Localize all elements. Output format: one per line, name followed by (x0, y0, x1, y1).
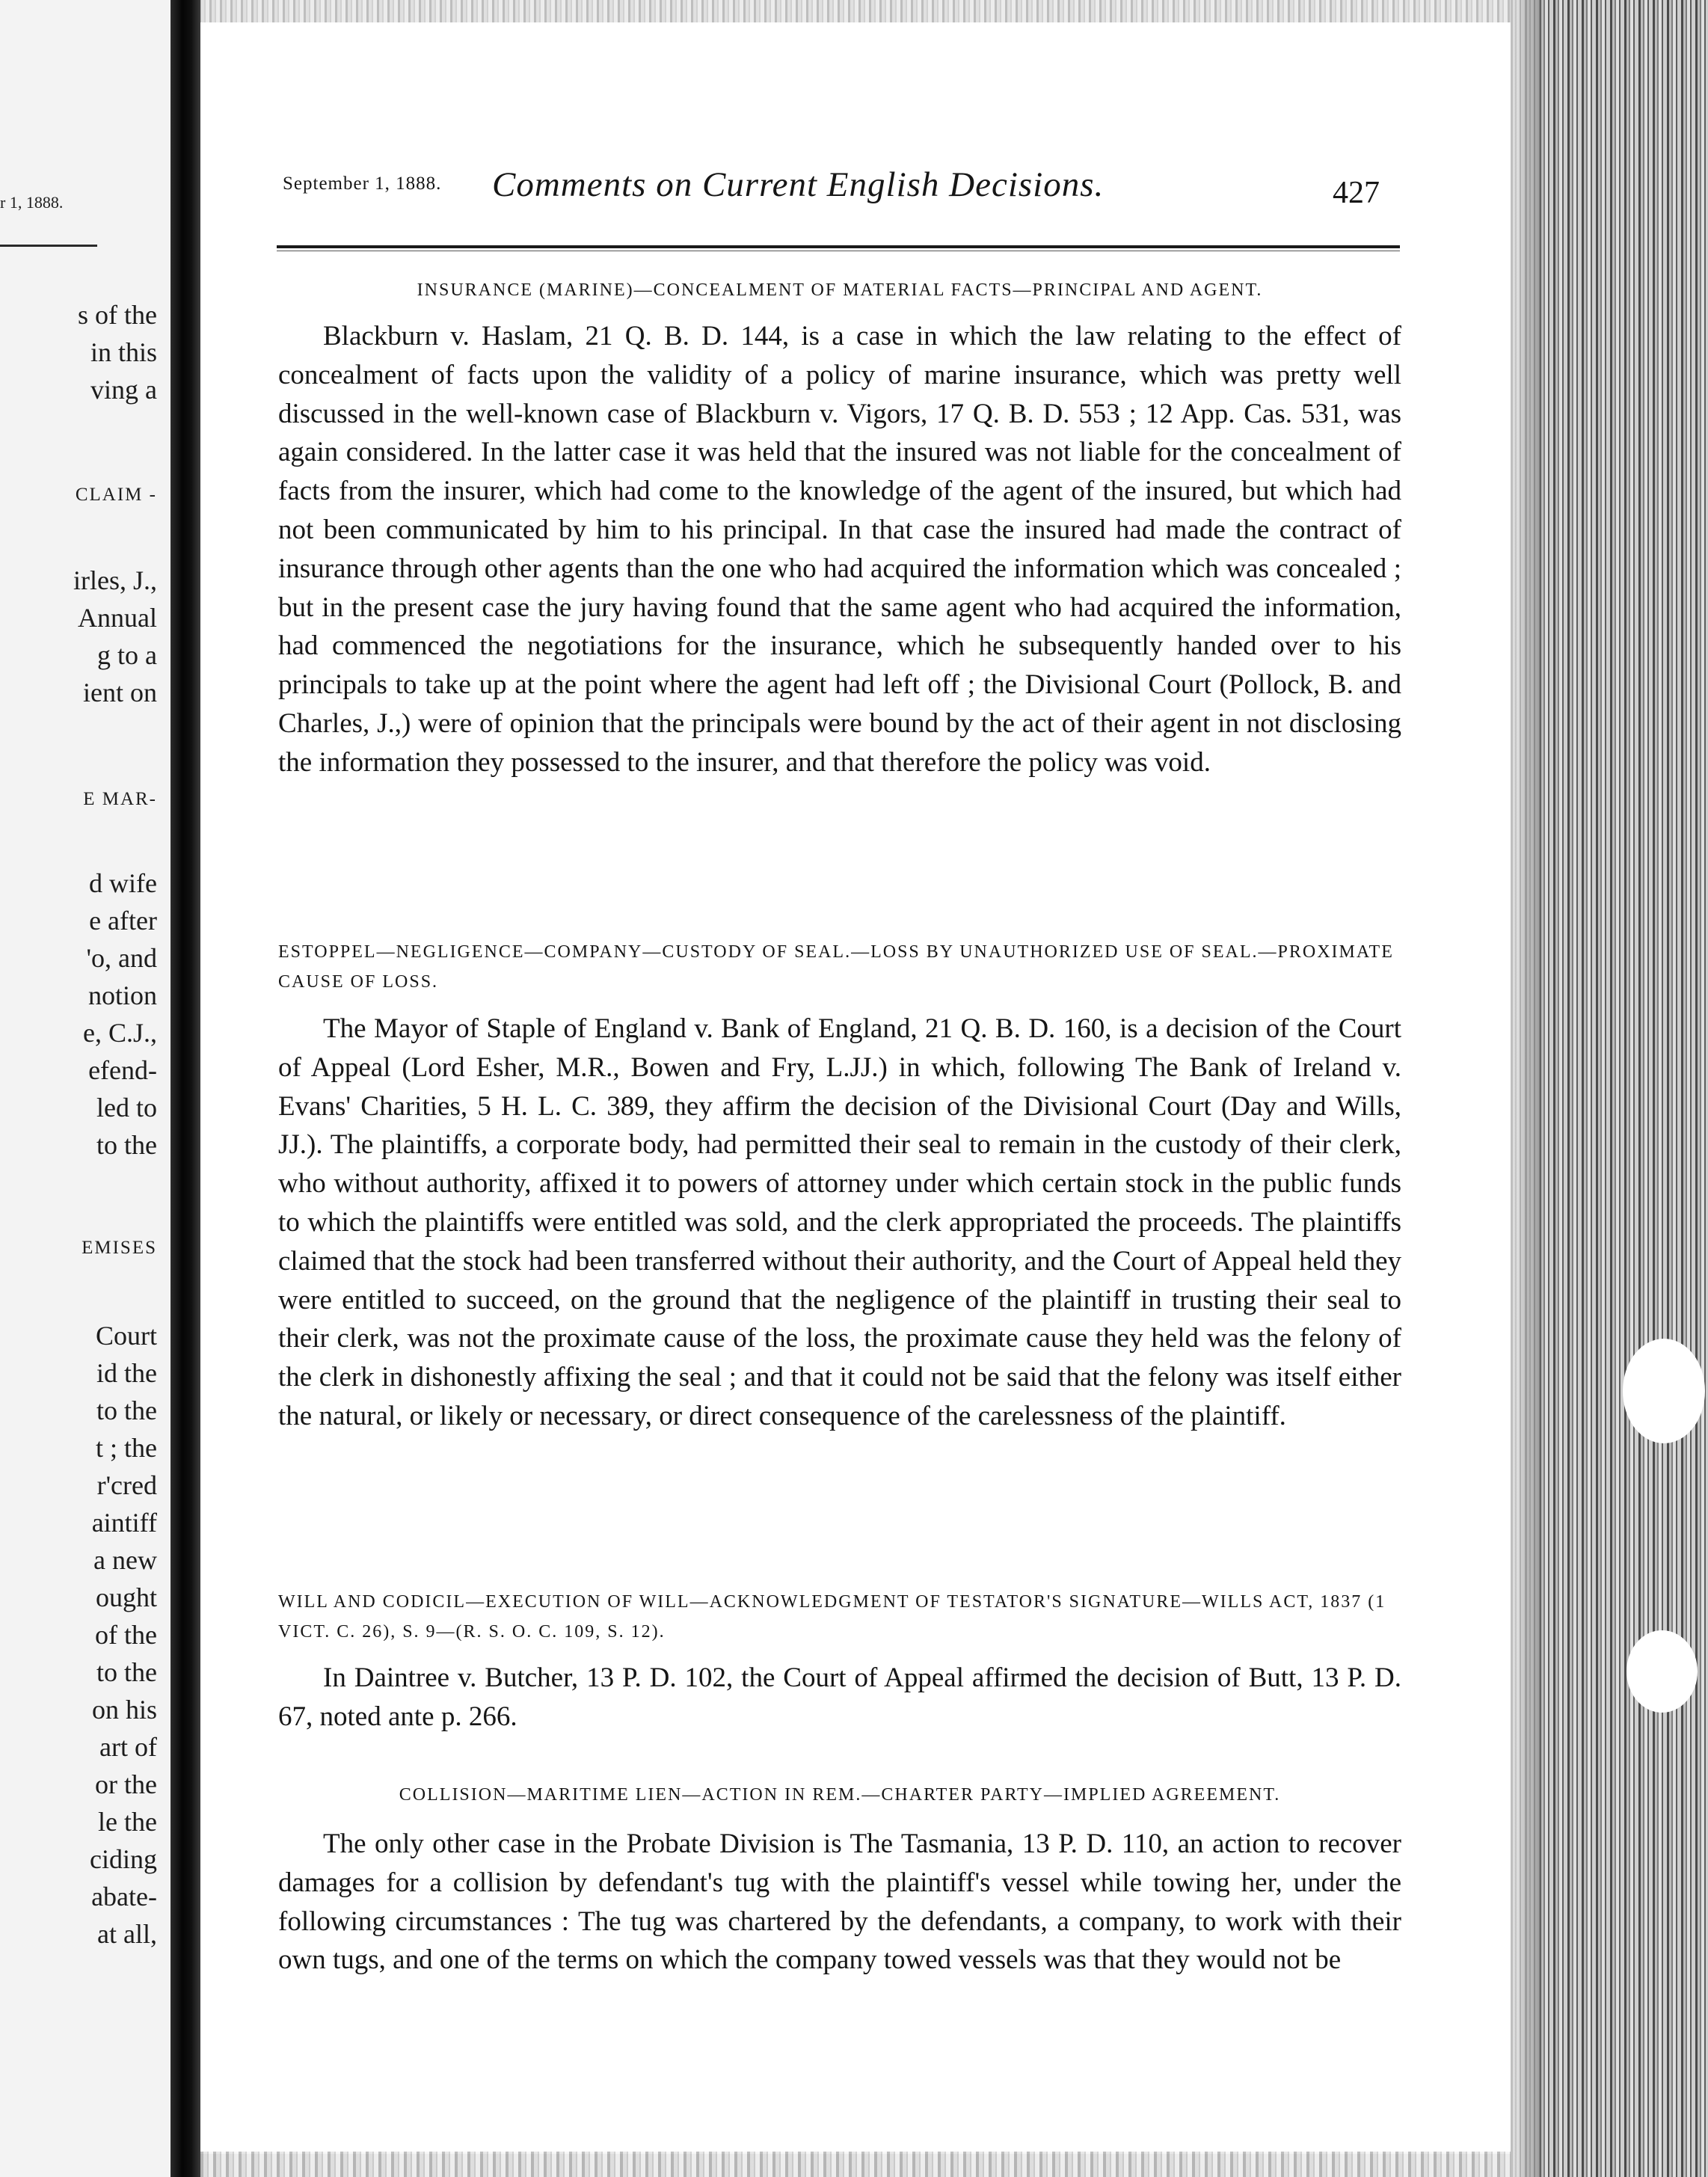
facing-page-line: to the (96, 1130, 157, 1160)
facing-page-line: id the (96, 1358, 157, 1388)
facing-page-line: of the (95, 1620, 157, 1650)
section-heading: ESTOPPEL—NEGLIGENCE—COMPANY—CUSTODY OF SEAL.—LOSS BY UNAUTHORIZED USE OF SEAL.—PROXIMATE CAUSE OF LOSS. (278, 942, 1394, 992)
facing-page-line: to the (96, 1657, 157, 1687)
section-paragraph: In Daintree v. Butcher, 13 P. D. 102, the Court of Appeal affirmed the decision of Butt, 13 P. D. 67, noted ante p. 266. (278, 1662, 1401, 1732)
facing-page-line: E MAR- (83, 789, 157, 809)
running-header-date: September 1, 1888. (283, 174, 442, 194)
facing-page-line: ient on (83, 678, 157, 707)
facing-page-line: s of the (78, 300, 157, 330)
facing-page-line: in this (90, 337, 157, 367)
facing-page-line: Annual (78, 603, 157, 633)
scan-hole (1626, 1630, 1698, 1713)
running-header-title: Comments on Current English Decisions. (492, 165, 1105, 204)
facing-page-line: or the (95, 1769, 157, 1799)
facing-page-fragment (0, 0, 171, 2177)
section-heading: COLLISION—MARITIME LIEN—ACTION IN REM.—CHARTER PARTY—IMPLIED AGREEMENT. (399, 1785, 1281, 1805)
facing-page-line: e, C.J., (83, 1018, 157, 1048)
facing-page-line: 'o, and (86, 943, 157, 973)
facing-page-header: r 1, 1888. (0, 193, 64, 212)
header-rule (277, 245, 1400, 248)
page-number: 427 (1333, 176, 1380, 210)
facing-page-line: t ; the (96, 1433, 157, 1463)
facing-page-line: d wife (89, 868, 157, 898)
section-paragraph: The Mayor of Staple of England v. Bank of England, 21 Q. B. D. 160, is a decision of the Court of Appeal (Lord Esher, M.R., Bowen and Fry, L.JJ.) in which, following The Bank of Ireland v. Evans' Charities, 5 H. L. C. 389, they affirm the decision of the Divisional Court (Day and Wills, JJ.). The plaintiffs, a corporate body, had permitted their seal to remain in the custody of their clerk, who without authority, affixed it to powers of attorney under which certain stock in the public funds to which the plaintiffs were entitled was sold, and the clerk appropriated the proceeds. The plaintiffs claimed that the stock had been transferred without their authority, and the Court of Appeal held they were entitled to succeed, on the ground that the negligence of the plaintiff in trusting their seal to their clerk, was not the proximate cause of the loss, the proximate cause they held was the felony of the clerk in dishonestly affixing the seal ; and that it could not be said that the felony was itself either the natural, or likely or necessary, or direct consequence of the carelessness of the plaintiff. (278, 1013, 1401, 1431)
scan-bottom-edge (200, 2152, 1511, 2177)
scan-top-edge (0, 0, 1708, 24)
facing-page-line: e after (89, 906, 157, 936)
facing-page-line: r'cred (96, 1470, 157, 1500)
facing-page-line: to the (96, 1395, 157, 1425)
section-paragraph: The only other case in the Probate Division is The Tasmania, 13 P. D. 110, an action to recover damages for a collision by defendant's tug with the plaintiff's vessel while towing her, under the following circumstances : The tug was chartered by the defendants, a company, to work with their own tugs, and one of the terms on which the company towed vessels was that they would not be (278, 1829, 1401, 1976)
facing-page-line: CLAIM - (75, 485, 157, 505)
facing-page-line: EMISES (82, 1238, 157, 1258)
section-paragraph: Blackburn v. Haslam, 21 Q. B. D. 144, is a case in which the law relating to the effect of concealment of facts upon the validity of a policy of marine insurance, which was pretty well discussed in the well-known case of Blackburn v. Vigors, 17 Q. B. D. 553 ; 12 App. Cas. 531, was again considered. In the latter case it was held that the insured was not liable for the concealment of facts from the insurer, which had come to the knowledge of the agent of the insured, but which had not been communicated by him to his principal. In that case the insured had made the contract of insurance through other agents than the one who had acquired the information which was concealed ; but in the present case the jury having found that the same agent who had acquired the information, had commenced the negotiations for the insurance, which he subsequently handed over to his principals to take up at the point where the agent had left off ; the Divisional Court (Pollock, B. and Charles, J.,) were of opinion that the principals were bound by the act of their agent in not disclosing the information they possessed to the insurer, and that therefore the policy was void. (278, 321, 1401, 778)
facing-page-line: notion (87, 980, 157, 1010)
facing-page-line: Court (95, 1321, 157, 1351)
facing-page-line: ought (95, 1582, 157, 1612)
facing-page-line: abate- (91, 1882, 157, 1912)
facing-page-line: efend- (88, 1055, 157, 1085)
section-heading: INSURANCE (MARINE)—CONCEALMENT OF MATERIAL FACTS—PRINCIPAL AND AGENT. (417, 280, 1263, 300)
facing-page-line: ciding (90, 1844, 157, 1874)
facing-page-line: a new (93, 1545, 157, 1575)
facing-page-line: g to a (97, 640, 157, 670)
facing-page-line: led to (96, 1093, 157, 1123)
facing-page-line: le the (98, 1807, 157, 1837)
facing-page-line: ving a (90, 375, 157, 405)
facing-page-line: art of (99, 1732, 157, 1762)
section-heading: WILL AND CODICIL—EXECUTION OF WILL—ACKNOWLEDGMENT OF TESTATOR'S SIGNATURE—WILLS ACT, 1837 (1 VICT. C. 26), S. 9—(R. S. O. C. 109, S. 12). (278, 1592, 1386, 1642)
facing-page-rule (0, 245, 97, 247)
facing-page-line: aintiff (91, 1508, 157, 1538)
page-edge-shadow (1511, 0, 1540, 2177)
facing-page-line: on his (91, 1695, 157, 1725)
facing-page-line: irles, J., (73, 565, 157, 595)
facing-page-line: at all, (97, 1919, 157, 1949)
scan-hole (1623, 1339, 1705, 1443)
book-gutter (171, 0, 200, 2177)
